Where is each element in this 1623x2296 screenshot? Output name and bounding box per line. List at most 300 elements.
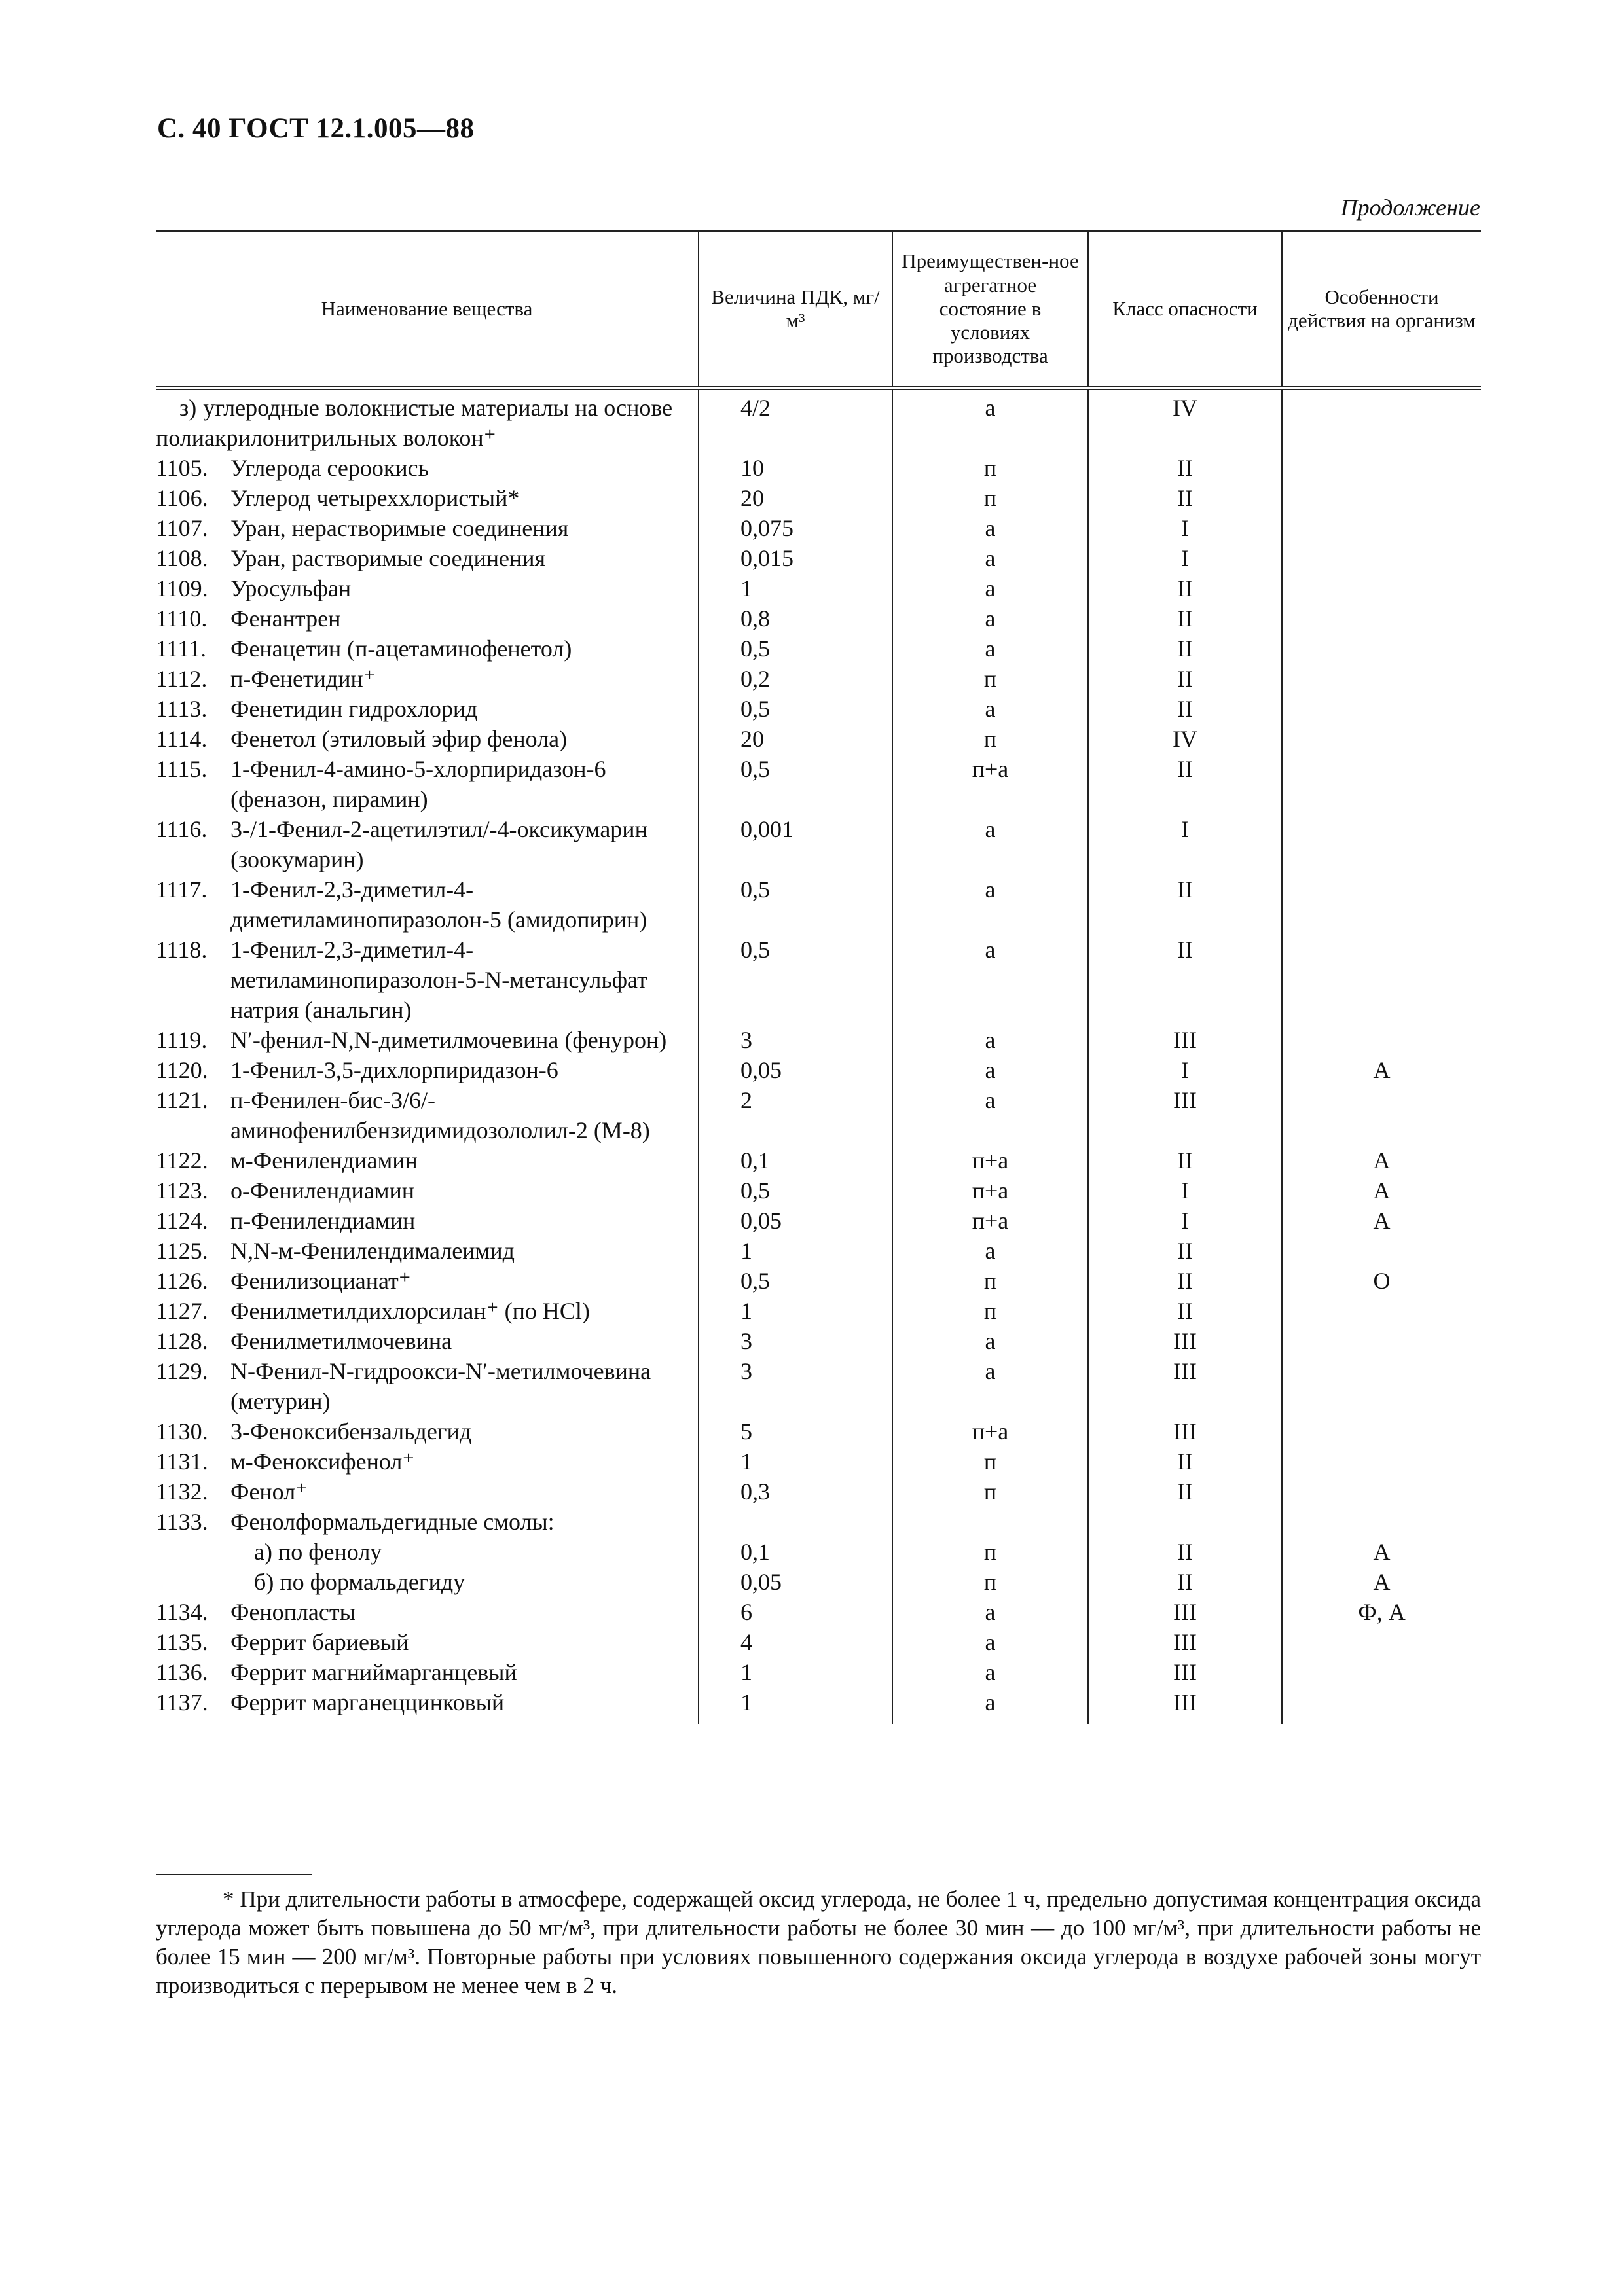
column-header-pdk: Величина ПДК, мг/м³ [699, 231, 892, 388]
column-header-state: Преимуществен-ное агрегатное состояние в условиях производства [892, 231, 1088, 388]
row-number: 1110. [156, 605, 208, 632]
substance-name: Уран, нерастворимые соединения [230, 515, 569, 541]
state-cell: а [892, 573, 1088, 603]
hazard-class-cell: II [1088, 1567, 1282, 1597]
table-row [156, 453, 1481, 483]
row-number: 1120. [156, 1057, 208, 1083]
effect-cell [1282, 483, 1481, 513]
hazard-class-cell: II [1088, 453, 1282, 483]
substance-name: Фенол⁺ [230, 1479, 308, 1505]
table-row [156, 543, 1481, 573]
table-row [156, 1236, 1481, 1266]
row-number: 1112. [156, 666, 208, 692]
substance-name: Уросульфан [230, 575, 352, 601]
hazard-class-cell: II [1088, 634, 1282, 664]
column-header-effect: Особенности действия на организм [1282, 231, 1481, 388]
effect-cell [1282, 1085, 1481, 1145]
hazard-class-cell: III [1088, 1597, 1282, 1627]
state-cell: а [892, 1657, 1088, 1687]
pdk-value-cell: 0,075 [699, 513, 892, 543]
substance-name-cell [156, 1477, 698, 1507]
row-number: 1132. [156, 1479, 208, 1505]
table-row [156, 874, 1481, 935]
continuation-label: Продолжение [1340, 194, 1480, 221]
substance-name-cell [156, 1416, 698, 1446]
substance-name: Феррит бариевый [230, 1629, 409, 1655]
row-number: 1133. [156, 1509, 208, 1535]
effect-cell [1282, 388, 1481, 453]
pdk-value-cell: 0,05 [699, 1055, 892, 1085]
hazard-class-cell: III [1088, 1657, 1282, 1687]
hazard-class-cell: II [1088, 664, 1282, 694]
hazard-class-cell: I [1088, 1055, 1282, 1085]
row-number: 1127. [156, 1298, 208, 1324]
pdk-value-cell: 0,5 [699, 754, 892, 814]
pdk-value-cell: 0,5 [699, 1175, 892, 1206]
table-row [156, 388, 1481, 453]
table-row [156, 754, 1481, 814]
row-number: 1115. [156, 756, 208, 782]
table-row [156, 1025, 1481, 1055]
table-row [156, 1687, 1481, 1724]
state-cell: а [892, 1356, 1088, 1416]
substance-name: Фенилметилдихлорсилан⁺ (по HCl) [230, 1298, 590, 1324]
state-cell: п+а [892, 1206, 1088, 1236]
substance-name-cell [156, 664, 698, 694]
substance-name-cell [156, 1507, 698, 1537]
hazard-class-cell: II [1088, 573, 1282, 603]
pdk-value-cell: 1 [699, 573, 892, 603]
effect-cell [1282, 1477, 1481, 1507]
substance-name-cell [156, 1597, 698, 1627]
state-cell: п+а [892, 754, 1088, 814]
state-cell: п [892, 724, 1088, 754]
substance-name-cell [156, 1326, 698, 1356]
table-body [156, 388, 1481, 1724]
effect-cell: А [1282, 1055, 1481, 1085]
state-cell: а [892, 1687, 1088, 1724]
row-number: 1109. [156, 575, 208, 601]
substance-name-cell [156, 1085, 698, 1145]
hazard-class-cell [1088, 1507, 1282, 1537]
substance-name: Феррит марганеццинковый [230, 1689, 505, 1715]
state-cell: а [892, 513, 1088, 543]
state-cell: п+а [892, 1416, 1088, 1446]
substance-name: Уран, растворимые соединения [230, 545, 546, 571]
table-row [156, 1446, 1481, 1477]
substance-name-cell [156, 814, 698, 874]
pdk-value-cell: 6 [699, 1597, 892, 1627]
substance-name: 1-Фенил-3,5-дихлорпиридазон-6 [230, 1057, 558, 1083]
state-cell: п [892, 1537, 1088, 1567]
table-row [156, 1085, 1481, 1145]
state-cell: п [892, 1477, 1088, 1507]
state-cell: п+а [892, 1145, 1088, 1175]
pdk-value-cell: 0,5 [699, 1266, 892, 1296]
footnote: * При длительности работы в атмосфере, содержащей оксид углерода, не более 1 ч, предельно допустимая концентрация оксида углерода может быть повышена до 50 мг/м³, при длительности работы не более 30 мин — до 100 мг/м³, при длительности работы не более 15 мин — 200 мг/м³. Повторные работы при условиях повышенного содержания оксида углерода в воздухе рабочей зоны могут производиться с перерывом не менее чем в 2 ч. [156, 1886, 1481, 1998]
hazard-class-cell: IV [1088, 388, 1282, 453]
substance-name-cell [156, 1627, 698, 1657]
pdk-value-cell: 1 [699, 1657, 892, 1687]
pdk-value-cell: 0,1 [699, 1145, 892, 1175]
effect-cell [1282, 664, 1481, 694]
row-number: 1116. [156, 816, 208, 842]
table-row [156, 573, 1481, 603]
table-row [156, 1055, 1481, 1085]
effect-cell [1282, 1416, 1481, 1446]
row-number: 1135. [156, 1629, 208, 1655]
effect-cell: О [1282, 1266, 1481, 1296]
hazard-class-cell: II [1088, 1266, 1282, 1296]
substance-name-cell [156, 1055, 698, 1085]
hazard-class-cell: II [1088, 754, 1282, 814]
pdk-value-cell: 1 [699, 1236, 892, 1266]
effect-cell [1282, 513, 1481, 543]
effect-cell [1282, 724, 1481, 754]
row-number: 1136. [156, 1659, 208, 1685]
pdk-value-cell: 1 [699, 1687, 892, 1724]
table-header [156, 231, 1481, 388]
row-number: 1113. [156, 696, 208, 722]
substance-name: м-Фенилендиамин [230, 1147, 418, 1174]
row-number: 1130. [156, 1418, 208, 1444]
pdk-value-cell: 0,1 [699, 1537, 892, 1567]
substance-name: Феррит магниймарганцевый [230, 1659, 517, 1685]
substance-name: N′-фенил-N,N-диметилмочевина (фенурон) [230, 1027, 667, 1053]
row-number: 1117. [156, 876, 208, 903]
substance-name-cell [156, 1266, 698, 1296]
hazard-class-cell: II [1088, 1537, 1282, 1567]
table-row [156, 1507, 1481, 1537]
state-cell: а [892, 814, 1088, 874]
pdk-value-cell: 1 [699, 1446, 892, 1477]
table-row [156, 814, 1481, 874]
effect-cell [1282, 1657, 1481, 1687]
effect-cell [1282, 1326, 1481, 1356]
state-cell: а [892, 634, 1088, 664]
substance-name-cell [156, 1206, 698, 1236]
row-number: 1129. [156, 1358, 208, 1384]
pdk-value-cell: 4/2 [699, 388, 892, 453]
substance-name: 1-Фенил-4-амино-5-хлорпиридазон-6 (феназон, пирамин) [230, 756, 606, 812]
substance-name-cell [156, 453, 698, 483]
effect-cell [1282, 814, 1481, 874]
table-row [156, 694, 1481, 724]
substance-name: а) по фенолу [254, 1539, 382, 1565]
hazard-class-cell: III [1088, 1416, 1282, 1446]
effect-cell [1282, 453, 1481, 483]
effect-cell: А [1282, 1145, 1481, 1175]
substance-name-cell [156, 513, 698, 543]
substance-name-cell [156, 543, 698, 573]
hazard-class-cell: I [1088, 1175, 1282, 1206]
hazard-class-cell: II [1088, 1446, 1282, 1477]
state-cell: а [892, 1597, 1088, 1627]
substance-name: б) по формальдегиду [254, 1569, 465, 1595]
hazard-class-cell: II [1088, 1236, 1282, 1266]
effect-cell: А [1282, 1175, 1481, 1206]
substance-name: о-Фенилендиамин [230, 1177, 415, 1204]
footnote-divider [156, 1874, 312, 1875]
row-number: 1119. [156, 1027, 208, 1053]
row-number: 1107. [156, 515, 208, 541]
table-row [156, 935, 1481, 1025]
table-row [156, 1597, 1481, 1627]
pdk-value-cell: 0,5 [699, 874, 892, 935]
effect-cell: Ф, А [1282, 1597, 1481, 1627]
substance-name: Фенацетин (п-ацетаминофенетол) [230, 636, 572, 662]
effect-cell [1282, 874, 1481, 935]
row-number: 1121. [156, 1087, 208, 1113]
effect-cell: А [1282, 1537, 1481, 1567]
state-cell: а [892, 1236, 1088, 1266]
state-cell: п [892, 1446, 1088, 1477]
state-cell: а [892, 1085, 1088, 1145]
page-header: С. 40 ГОСТ 12.1.005—88 [157, 113, 475, 144]
substance-name-cell [156, 754, 698, 814]
pdk-value-cell: 5 [699, 1416, 892, 1446]
table-row [156, 1296, 1481, 1326]
state-cell: п [892, 664, 1088, 694]
table-row [156, 1356, 1481, 1416]
state-cell: п [892, 1567, 1088, 1597]
table-row [156, 1145, 1481, 1175]
hazard-class-cell: II [1088, 874, 1282, 935]
substance-name-cell [156, 694, 698, 724]
row-number: з) [179, 395, 197, 421]
pdk-value-cell: 0,3 [699, 1477, 892, 1507]
substance-name: п-Фенилен-бис-3/6/-аминофенилбензидимидозололил-2 (М-8) [230, 1087, 650, 1143]
hazard-class-cell: II [1088, 694, 1282, 724]
substance-name: Фенолформальдегидные смолы: [230, 1509, 555, 1535]
hazard-class-cell: I [1088, 814, 1282, 874]
hazard-class-cell: III [1088, 1025, 1282, 1055]
pdk-value-cell: 20 [699, 483, 892, 513]
substance-name-cell [156, 483, 698, 513]
effect-cell [1282, 694, 1481, 724]
state-cell: п+а [892, 1175, 1088, 1206]
substance-name-cell [156, 1446, 698, 1477]
row-number: 1134. [156, 1599, 208, 1625]
pdk-value-cell: 20 [699, 724, 892, 754]
state-cell: а [892, 874, 1088, 935]
substance-name-cell [156, 874, 698, 935]
state-cell: а [892, 388, 1088, 453]
hazard-class-cell: IV [1088, 724, 1282, 754]
effect-cell [1282, 754, 1481, 814]
state-cell [892, 1507, 1088, 1537]
effect-cell [1282, 543, 1481, 573]
table-row [156, 1657, 1481, 1687]
pdk-value-cell: 4 [699, 1627, 892, 1657]
substance-name-cell [156, 1175, 698, 1206]
pdk-value-cell: 10 [699, 453, 892, 483]
pdk-value-cell: 1 [699, 1296, 892, 1326]
substance-name: Фенетидин гидрохлорид [230, 696, 478, 722]
table-row [156, 513, 1481, 543]
row-number: 1125. [156, 1238, 208, 1264]
substance-name: Фенилизоцианат⁺ [230, 1268, 411, 1294]
substance-name: м-Феноксифенол⁺ [230, 1448, 415, 1475]
state-cell: п [892, 1266, 1088, 1296]
hazard-class-cell: II [1088, 1477, 1282, 1507]
effect-cell [1282, 1446, 1481, 1477]
table-row [156, 1206, 1481, 1236]
row-number: 1126. [156, 1268, 208, 1294]
table-row [156, 1326, 1481, 1356]
substance-name-cell [156, 1687, 698, 1724]
state-cell: а [892, 1055, 1088, 1085]
pdk-value-cell: 0,015 [699, 543, 892, 573]
substance-name: 1-Фенил-2,3-диметил-4-метиламинопиразолон-5-N-метансульфат натрия (анальгин) [230, 937, 647, 1023]
hazard-class-cell: III [1088, 1326, 1282, 1356]
row-number [156, 1567, 230, 1597]
effect-cell [1282, 1025, 1481, 1055]
row-number: 1124. [156, 1208, 208, 1234]
pdk-value-cell: 0,8 [699, 603, 892, 634]
effect-cell [1282, 1627, 1481, 1657]
hazard-class-cell: II [1088, 935, 1282, 1025]
effect-cell [1282, 1687, 1481, 1724]
substance-name-cell [156, 1296, 698, 1326]
row-number [156, 1537, 230, 1567]
column-header-class: Класс опасности [1088, 231, 1282, 388]
substance-name: Фенетол (этиловый эфир фенола) [230, 726, 568, 752]
row-number: 1106. [156, 485, 208, 511]
row-number: 1128. [156, 1328, 208, 1354]
row-number: 1123. [156, 1177, 208, 1204]
substances-table [156, 230, 1481, 1724]
substance-name: 3-Феноксибензальдегид [230, 1418, 472, 1444]
substance-name-cell [156, 603, 698, 634]
table-row [156, 1567, 1481, 1597]
hazard-class-cell: I [1088, 543, 1282, 573]
hazard-class-cell: II [1088, 1145, 1282, 1175]
effect-cell [1282, 1236, 1481, 1266]
substance-name: N-Фенил-N-гидроокси-N′-метилмочевина (метурин) [230, 1358, 651, 1414]
pdk-value-cell [699, 1507, 892, 1537]
effect-cell [1282, 603, 1481, 634]
substance-name-cell [156, 1356, 698, 1416]
state-cell: а [892, 543, 1088, 573]
hazard-class-cell: III [1088, 1687, 1282, 1724]
pdk-value-cell: 3 [699, 1326, 892, 1356]
state-cell: а [892, 1627, 1088, 1657]
pdk-value-cell: 0,5 [699, 935, 892, 1025]
pdk-value-cell: 0,001 [699, 814, 892, 874]
substance-name: Фенантрен [230, 605, 341, 632]
pdk-value-cell: 0,05 [699, 1567, 892, 1597]
hazard-class-cell: II [1088, 603, 1282, 634]
substance-name-cell [156, 634, 698, 664]
state-cell: п [892, 1296, 1088, 1326]
substance-name-cell [156, 935, 698, 1025]
row-number: 1118. [156, 937, 208, 963]
substance-name-cell [156, 1145, 698, 1175]
table-row [156, 1416, 1481, 1446]
substance-name: Фенопласты [230, 1599, 356, 1625]
substance-name: Углерод четыреххлористый* [230, 485, 520, 511]
state-cell: а [892, 1025, 1088, 1055]
pdk-value-cell: 3 [699, 1025, 892, 1055]
row-number: 1137. [156, 1689, 208, 1715]
table-row [156, 1537, 1481, 1567]
pdk-value-cell: 0,5 [699, 694, 892, 724]
hazard-class-cell: I [1088, 513, 1282, 543]
table-row [156, 724, 1481, 754]
row-number: 1105. [156, 455, 208, 481]
pdk-value-cell: 2 [699, 1085, 892, 1145]
state-cell: а [892, 694, 1088, 724]
substance-name-cell [156, 1025, 698, 1055]
pdk-value-cell: 0,2 [699, 664, 892, 694]
substance-name: Углерода сероокись [230, 455, 429, 481]
table-row [156, 1477, 1481, 1507]
substance-name-cell [156, 1567, 698, 1597]
table-row [156, 664, 1481, 694]
table-row [156, 634, 1481, 664]
pdk-value-cell: 3 [699, 1356, 892, 1416]
effect-cell [1282, 1507, 1481, 1537]
row-number: 1108. [156, 545, 208, 571]
effect-cell [1282, 634, 1481, 664]
table-row [156, 483, 1481, 513]
table-row [156, 1175, 1481, 1206]
row-number: 1114. [156, 726, 208, 752]
hazard-class-cell: III [1088, 1356, 1282, 1416]
substance-name: углеродные волокнистые материалы на основе полиакрилонитрильных волокон⁺ [156, 395, 673, 451]
row-number: 1111. [156, 636, 206, 662]
substance-name-cell [156, 390, 698, 453]
effect-cell [1282, 573, 1481, 603]
state-cell: а [892, 1326, 1088, 1356]
substance-name-cell [156, 724, 698, 754]
substance-name: N,N-м-Фенилендималеимид [230, 1238, 515, 1264]
hazard-class-cell: III [1088, 1085, 1282, 1145]
substance-name: п-Фенилендиамин [230, 1208, 416, 1234]
effect-cell: А [1282, 1567, 1481, 1597]
hazard-class-cell: I [1088, 1206, 1282, 1236]
table-row [156, 1627, 1481, 1657]
substance-name-cell [156, 1657, 698, 1687]
substance-name: 3-/1-Фенил-2-ацетилэтил/-4-оксикумарин (зоокумарин) [230, 816, 647, 872]
substance-name-cell [156, 573, 698, 603]
table-row [156, 603, 1481, 634]
state-cell: а [892, 935, 1088, 1025]
substance-name-cell [156, 1537, 698, 1567]
table-row [156, 1266, 1481, 1296]
state-cell: п [892, 483, 1088, 513]
effect-cell [1282, 1356, 1481, 1416]
state-cell: а [892, 603, 1088, 634]
pdk-value-cell: 0,5 [699, 634, 892, 664]
substance-name-cell [156, 1236, 698, 1266]
substance-name: 1-Фенил-2,3-диметил-4-диметиламинопиразолон-5 (амидопирин) [230, 876, 647, 933]
hazard-class-cell: II [1088, 1296, 1282, 1326]
row-number: 1122. [156, 1147, 208, 1174]
hazard-class-cell: II [1088, 483, 1282, 513]
row-number: 1131. [156, 1448, 208, 1475]
substance-name: Фенилметилмочевина [230, 1328, 452, 1354]
pdk-value-cell: 0,05 [699, 1206, 892, 1236]
hazard-class-cell: III [1088, 1627, 1282, 1657]
effect-cell [1282, 1296, 1481, 1326]
substance-name: п-Фенетидин⁺ [230, 666, 376, 692]
state-cell: п [892, 453, 1088, 483]
effect-cell [1282, 935, 1481, 1025]
effect-cell: А [1282, 1206, 1481, 1236]
column-header-name: Наименование вещества [156, 231, 699, 388]
